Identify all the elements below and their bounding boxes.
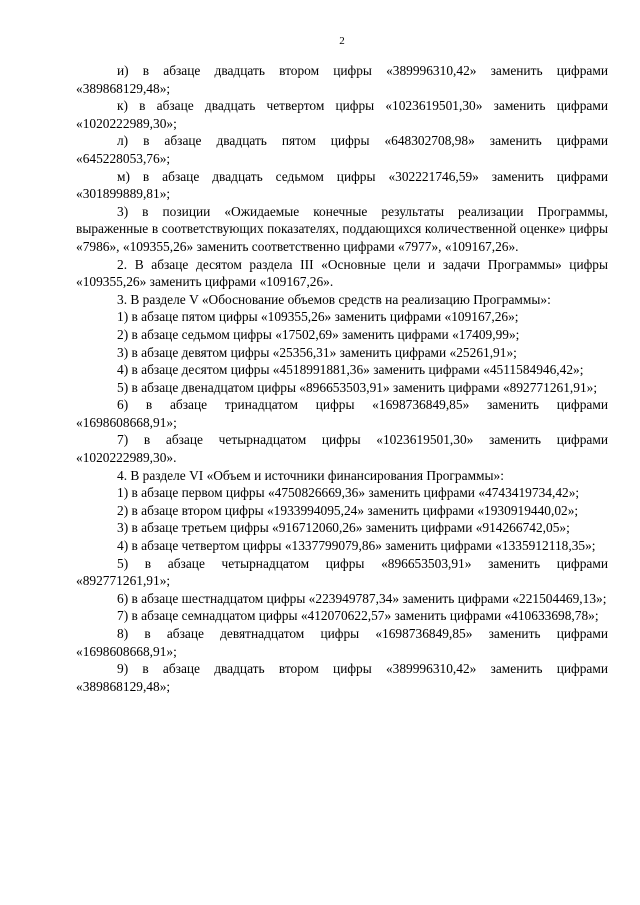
paragraph-item-i: и) в абзаце двадцать втором цифры «389996310,42» заменить цифрами «389868129,48»; (76, 63, 608, 96)
paragraph-item-l: л) в абзаце двадцать пятом цифры «648302708,98» заменить цифрами «645228053,76»; (76, 133, 608, 166)
paragraph-s3-item-3: 3) в абзаце девятом цифры «25356,31» заменить цифрами «25261,91»; (117, 344, 517, 360)
paragraph-s4-item-4: 4) в абзаце четвертом цифры «1337799079,86» заменить цифрами «1335912118,35»; (117, 538, 596, 554)
paragraph-s4-item-7: 7) в абзаце семнадцатом цифры «412070622,57» заменить цифрами «410633698,78»; (117, 608, 599, 624)
paragraph-s4-item-3: 3) в абзаце третьем цифры «916712060,26» заменить цифрами «914266742,05»; (117, 520, 570, 536)
paragraph-s4-item-9: 9) в абзаце двадцать втором цифры «389996310,42» заменить цифрами «389868129,48»; (76, 661, 608, 694)
document-page (76, 34, 608, 695)
paragraph-s4-item-5: 5) в абзаце четырнадцатом цифры «896653503,91» заменить цифрами «892771261,91»; (76, 555, 608, 589)
paragraph-section-3-heading: 3. В разделе V «Обоснование объемов средств на реализацию Программы»: (117, 291, 551, 307)
paragraph-item-k: к) в абзаце двадцать четвертом цифры «1023619501,30» заменить цифрами «1020222989,30»; (76, 98, 608, 131)
paragraph-s3-item-7: 7) в абзаце четырнадцатом цифры «1023619501,30» заменить цифрами «1020222989,30». (76, 432, 608, 466)
paragraph-section-4-heading: 4. В разделе VI «Объем и источники финансирования Программы»: (117, 467, 504, 483)
page-number: 2 (339, 35, 345, 47)
paragraph-s3-item-2: 2) в абзаце седьмом цифры «17502,69» заменить цифрами «17409,99»; (117, 326, 520, 342)
paragraph-s3-item-5: 5) в абзаце двенадцатом цифры «896653503,91» заменить цифрами «892771261,91»; (117, 379, 598, 395)
paragraph-s4-item-8: 8) в абзаце девятнадцатом цифры «1698736849,85» заменить цифрами «1698608668,91»; (76, 626, 608, 659)
paragraph-s4-item-2: 2) в абзаце втором цифры «1933994095,24» заменить цифрами «1930919440,02»; (117, 502, 579, 518)
paragraph-s3-item-1: 1) в абзаце пятом цифры «109355,26» заменить цифрами «109167,26»; (117, 309, 519, 325)
paragraph-s4-item-6: 6) в абзаце шестнадцатом цифры «223949787,34» заменить цифрами «221504469,13»; (117, 590, 607, 606)
paragraph-item-m: м) в абзаце двадцать седьмом цифры «302221746,59» заменить цифрами «301899889,81»; (76, 168, 608, 202)
paragraph-s3-item-6: 6) в абзаце тринадцатом цифры «1698736849,85» заменить цифрами «1698608668,91»; (76, 397, 608, 430)
paragraph-section-2: 2. В абзаце десятом раздела III «Основные цели и задачи Программы» цифры «109355,26» заменить цифрами «109167,26». (76, 256, 608, 290)
paragraph-s3-item-4: 4) в абзаце десятом цифры «4518991881,36» заменить цифрами «4511584946,42»; (117, 362, 584, 378)
paragraph-s4-item-1: 1) в абзаце первом цифры «4750826669,36» заменить цифрами «4743419734,42»; (117, 485, 580, 501)
paragraph-item-3-expected-results: 3) в позиции «Ожидаемые конечные результаты реализации Программы, выраженные в соответствующих показателях, поддающихся количественной оценке» цифры «7986», «109355,26» заменить соответственно цифрами «7977», «109167,26». (76, 203, 608, 254)
